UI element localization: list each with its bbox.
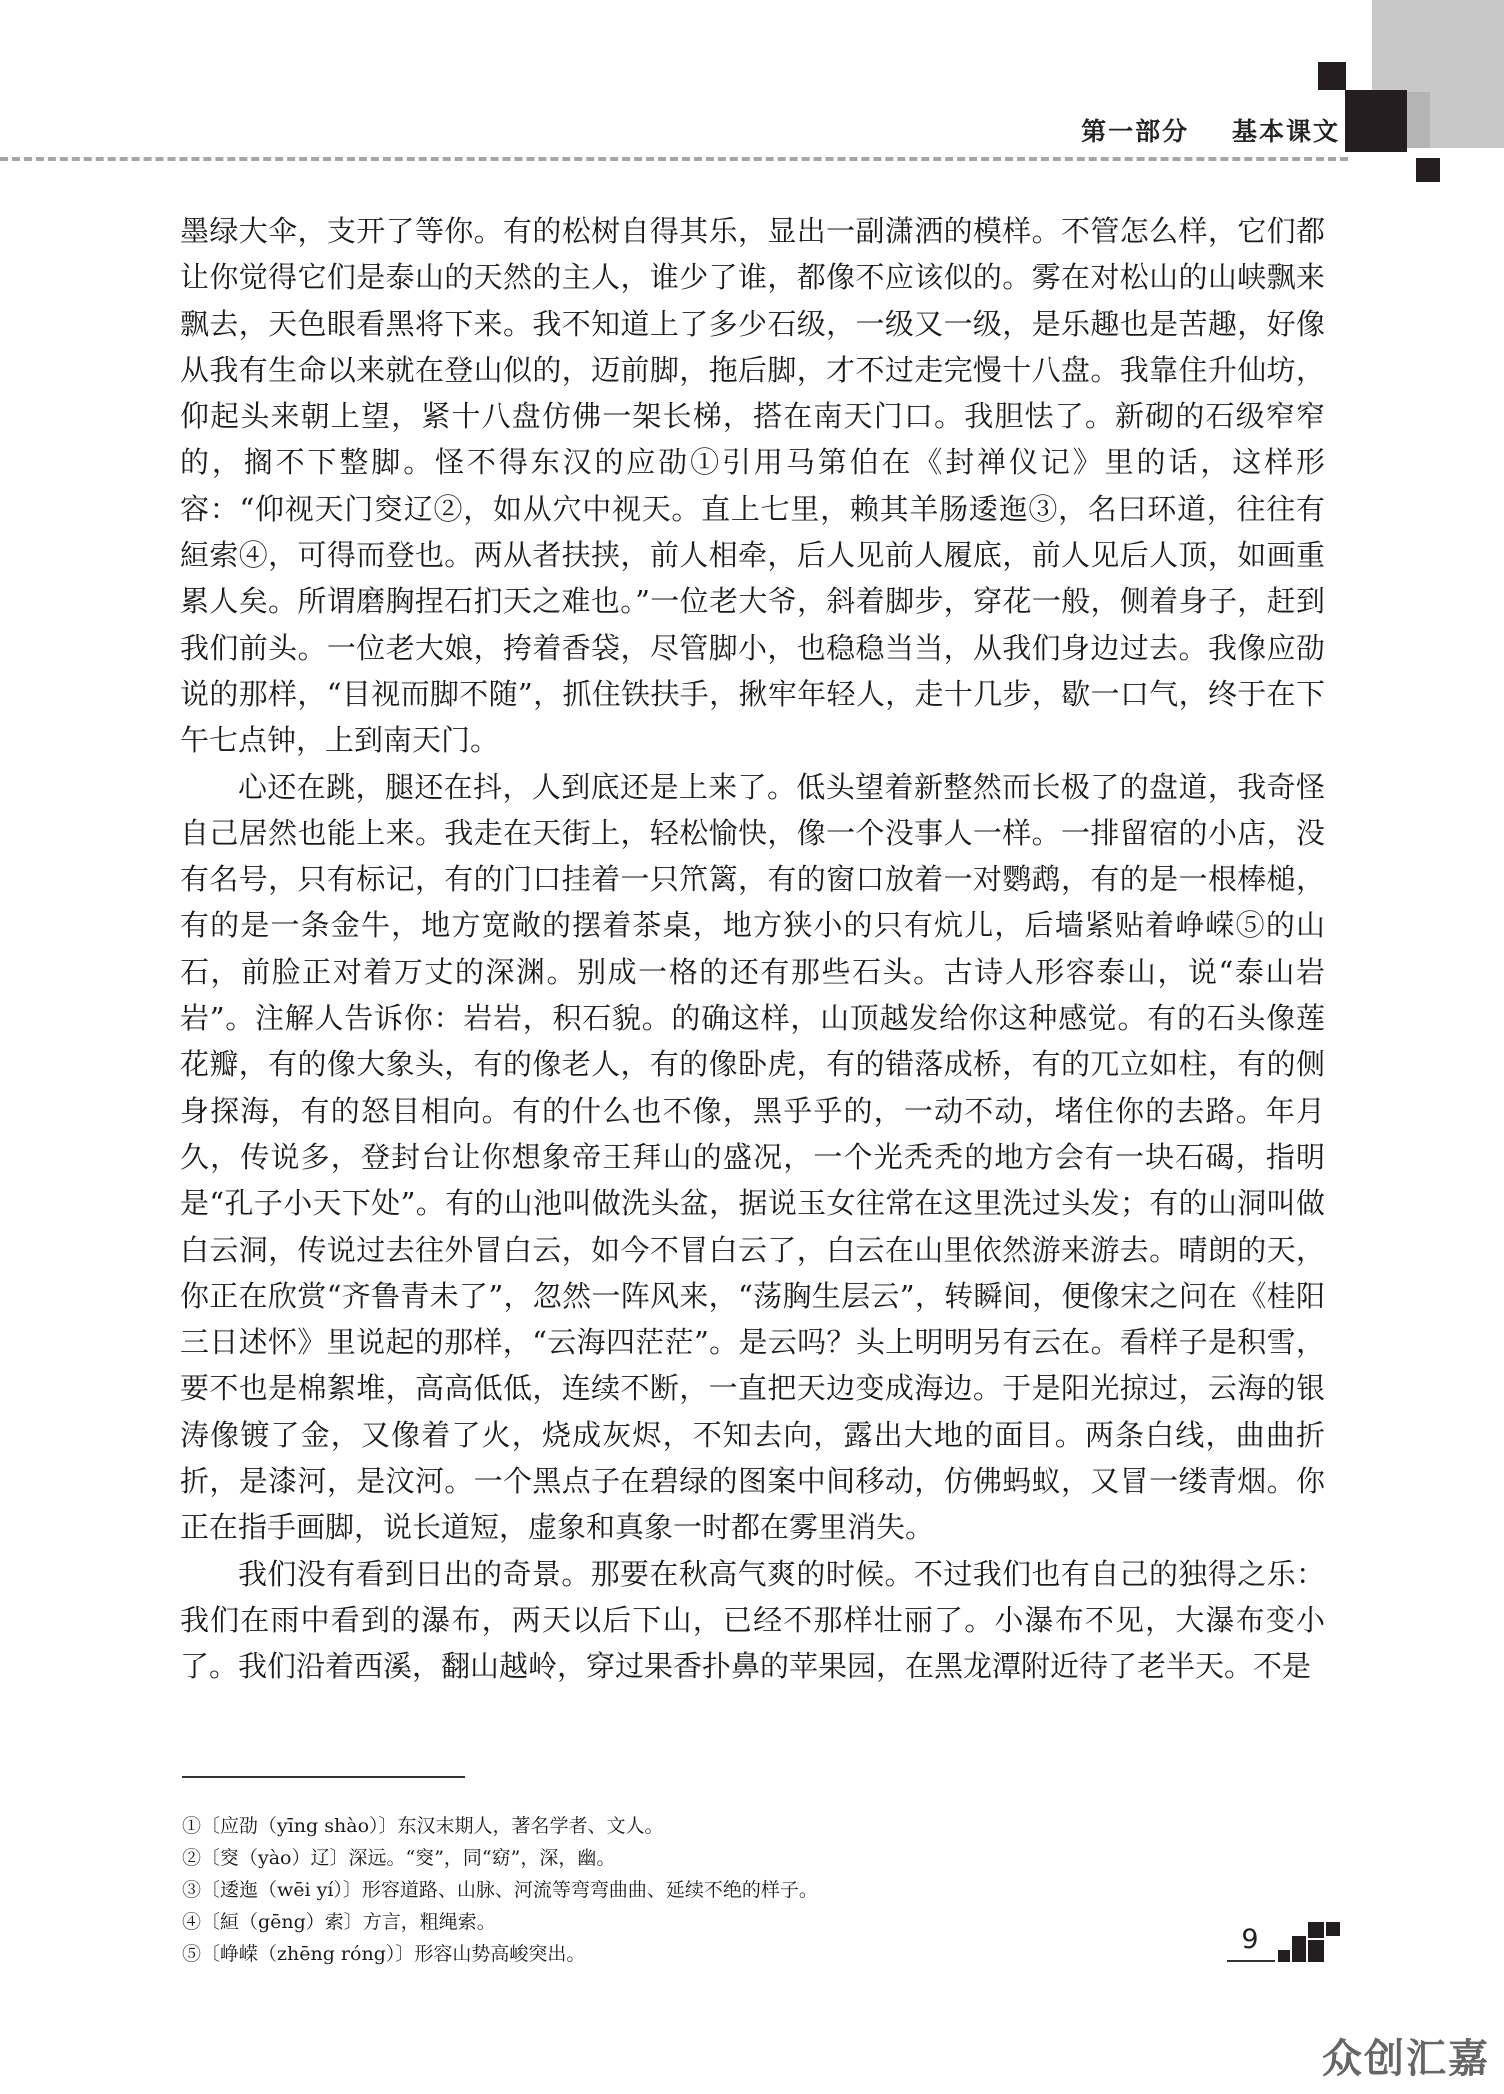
footnote: ③〔逶迤（wēi yí）〕形容道路、山脉、河流等弯弯曲曲、延续不绝的样子。 [182, 1879, 818, 1901]
header-decoration-dark-square [1345, 90, 1407, 152]
running-header: 第一部分 基本课文 [1081, 117, 1340, 146]
footnote: ①〔应劭（yīng shào）〕东汉末期人，著名学者、文人。 [182, 1815, 664, 1837]
paragraph: 我们没有看到日出的奇景。那要在秋高气爽的时候。不过我们也有自己的独得之乐：我们在雨中看到的瀑布，两天以后下山，已经不那样壮丽了。小瀑布不见，大瀑布变小了。我们沿着西溪，翻山越岭，穿过果香扑鼻的苹果园，在黑龙潭附近待了老半天。不是 [180, 1556, 1325, 1684]
page-number-underline [1227, 1960, 1275, 1962]
paragraph: 墨绿大伞，支开了等你。有的松树自得其乐，显出一副潇洒的模样。不管怎么样，它们都让你觉得它们是泰山的天然的主人，谁少了谁，都像不应该似的。雾在对松山的山峡飘来飘去，天色眼看黑将下来。我不知道上了多少石级，一级又一级，是乐趣也是苦趣，好像从我有生命以来就在登山似的，迈前脚，拖后脚，才不过走完慢十八盘。我靠住升仙坊，仰起头来朝上望，紧十八盘仿佛一架长梯，搭在南天门口。我胆怯了。新砌的石级窄窄的，搁不下整脚。怪不得东汉的应劭①引用马第伯在《封禅仪记》里的话，这样形容：“仰视天门窔辽②，如从穴中视天。直上七里，赖其羊肠逶迤③，名曰环道，往往有絙索④，可得而登也。两从者扶挟，前人相牵，后人见前人履底，前人见后人顶，如画重累人矣。所谓磨胸捏石扪天之难也。”一位老大爷，斜着脚步，穿花一般，侧着身子，赶到我们前头。一位老大娘，挎着香袋，尽管脚小，也稳稳当当，从我们身边过去。我像应劭说的那样，“目视而脚不随”，抓住铁扶手，揪牢年轻人，走十几步，歇一口气，终于在下午七点钟，上到南天门。 [180, 214, 1325, 758]
page-decoration-square [1308, 1922, 1324, 1938]
footnote: ⑤〔峥嵘（zhēng róng）〕形容山势高峻突出。 [182, 1943, 586, 1965]
header-decoration-dark-square [1318, 62, 1346, 90]
main-text [180, 208, 1325, 1690]
paragraph: 心还在跳，腿还在抖，人到底还是上来了。低头望着新整然而长极了的盘道，我奇怪自己居然也能上来。我走在天街上，轻松愉快，像一个没事人一样。一排留宿的小店，没有名号，只有标记，有的门口挂着一只笊篱，有的窗口放着一对鹦鹉，有的是一根棒槌，有的是一条金牛，地方宽敞的摆着茶桌，地方狭小的只有炕儿，后墙紧贴着峥嵘⑤的山石，前脸正对着万丈的深渊。别成一格的还有那些石头。古诗人形容泰山，说“泰山岩岩”。注解人告诉你：岩岩，积石貌。的确这样，山顶越发给你这种感觉。有的石头像莲花瓣，有的像大象头，有的像老人，有的像卧虎，有的错落成桥，有的兀立如柱，有的侧身探海，有的怒目相向。有的什么也不像，黑乎乎的，一动不动，堵住你的去路。年月久，传说多，登封台让你想象帝王拜山的盛况，一个光秃秃的地方会有一块石碣，指明是“孔子小天下处”。有的山池叫做洗头盆，据说玉女往常在这里洗过头发；有的山洞叫做白云洞，传说过去往外冒白云，如今不冒白云了，白云在山里依然游来游去。晴朗的天，你正在欣赏“齐鲁青未了”，忽然一阵风来，“荡胸生层云”，转瞬间，便像宋之问在《桂阳三日述怀》里说起的那样，“云海四茫茫”。是云吗？头上明明另有云在。看样子是积雪，要不也是棉絮堆，高高低低，连续不断，一直把天边变成海边。于是阳光掠过，云海的银涛像镀了金，又像着了火，烧成灰烬，不知去向，露出大地的面目。两条白线，曲曲折折，是漆河，是汶河。一个黑点子在碧绿的图案中间移动，仿佛蚂蚁，又冒一缕青烟。你正在指手画脚，说长道短，虚象和真象一时都在雾里消失。 [180, 769, 1325, 1545]
header-dashed-rule [0, 157, 1348, 161]
page-decoration-square [1326, 1922, 1340, 1936]
footnote: ②〔窔（yào）辽〕深远。“窔”，同“窈”，深，幽。 [182, 1847, 616, 1869]
footnotes [182, 1810, 1322, 1970]
page-decoration-square [1278, 1950, 1290, 1962]
header-decoration-dark-square [1416, 158, 1440, 182]
footnote-rule [182, 1776, 465, 1778]
page-decoration-square [1308, 1940, 1324, 1962]
page-decoration-square [1292, 1936, 1306, 1962]
footnote: ④〔絙（gēng）索〕方言，粗绳索。 [182, 1911, 496, 1933]
page-number: 9 [1241, 1924, 1259, 1955]
watermark-logo: 众创汇嘉 [1322, 2036, 1490, 2082]
